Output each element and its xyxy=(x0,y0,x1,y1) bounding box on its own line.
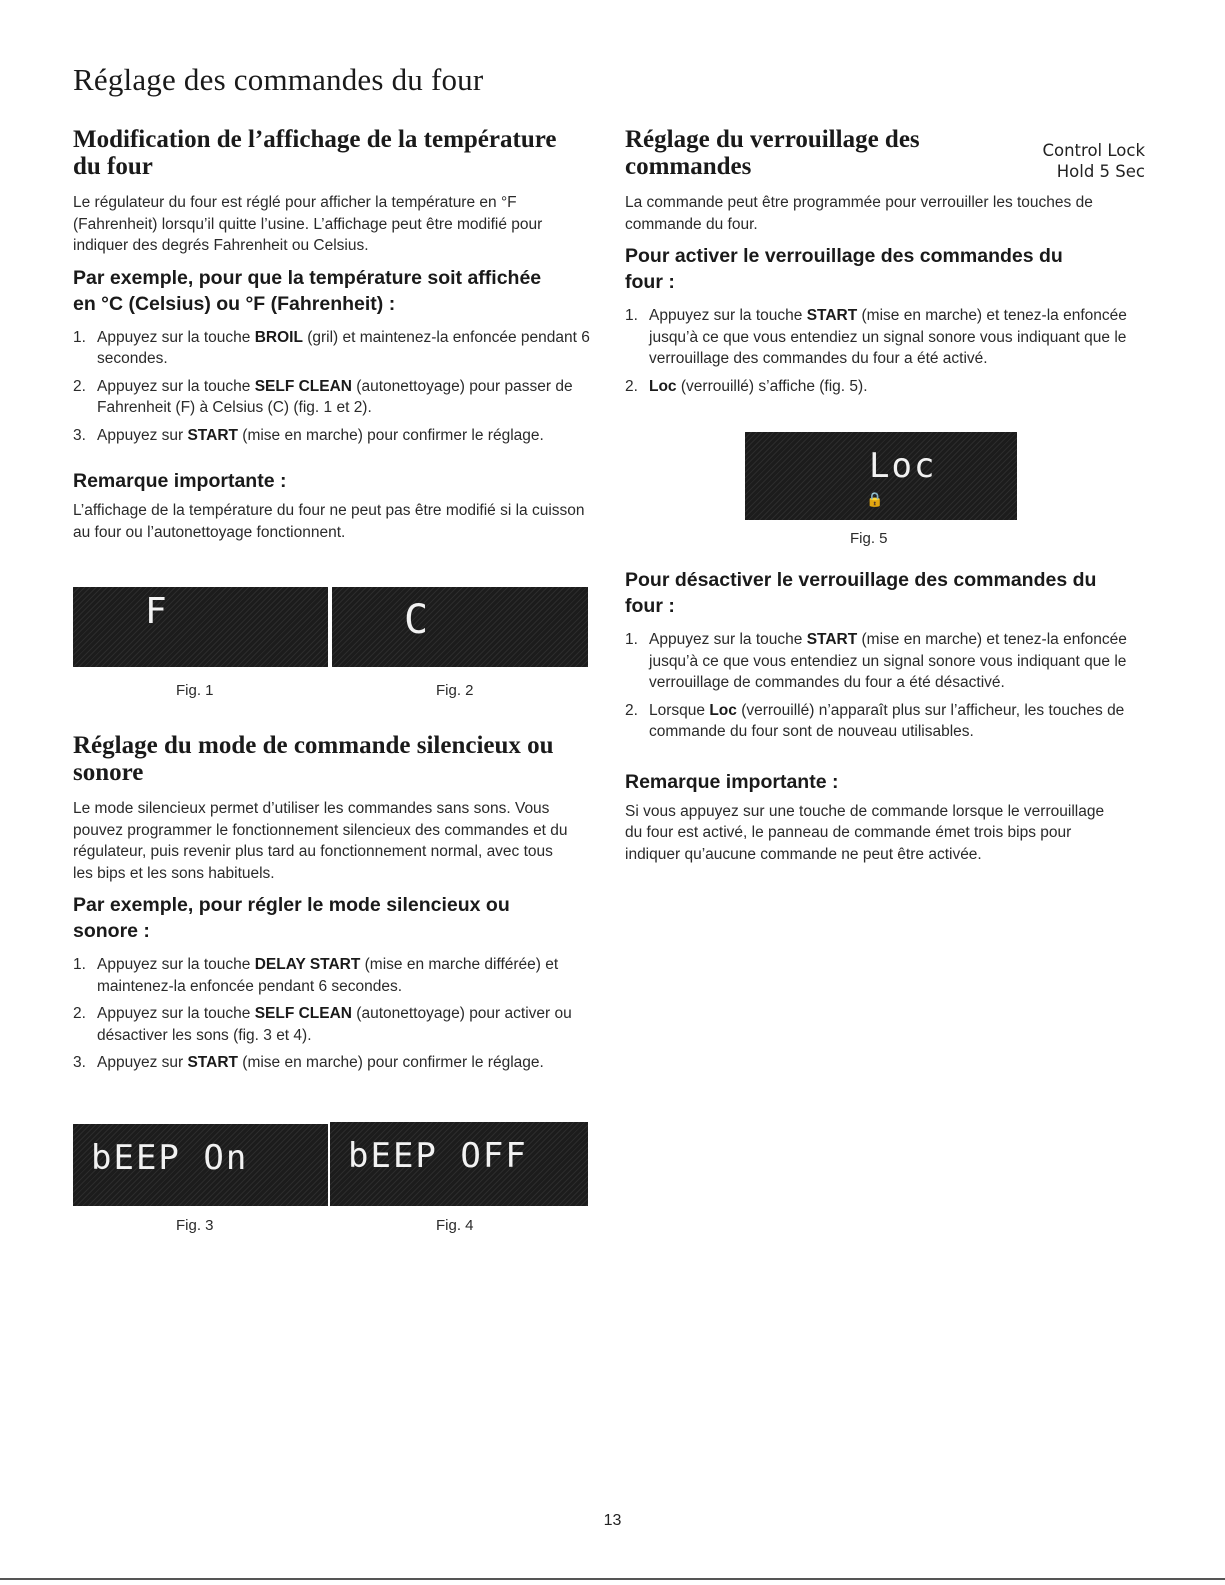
list-item: 2. Lorsque Loc (verrouillé) n’apparaît plus sur l’afficheur, les touches de commande du four sont de nouveau utilisables. xyxy=(625,701,1125,740)
list-item: 1. Appuyez sur la touche DELAY START (mise en marche différée) et maintenez-la enfoncée pendant 6 secondes. xyxy=(73,956,559,995)
display-text: bEEP On xyxy=(91,1138,249,1178)
control-lock-line: Control Lock xyxy=(1042,141,1145,160)
caption-fig1: Fig. 1 xyxy=(176,682,214,699)
subheading-example-silent-mode: Par exemple, pour régler le mode silencieux ou sonore : xyxy=(73,894,510,942)
caption-fig5: Fig. 5 xyxy=(850,530,888,547)
steps-silent-mode xyxy=(73,954,593,1074)
list-item: 1. Appuyez sur la touche BROIL (gril) et maintenez-la enfoncée pendant 6 secondes. xyxy=(73,328,590,367)
left-column xyxy=(73,126,593,551)
caption-fig4: Fig. 4 xyxy=(436,1217,474,1234)
display-fig3 xyxy=(73,1124,328,1206)
control-lock-hold-line: Hold 5 Sec xyxy=(1056,162,1145,181)
note-heading: Remarque importante : xyxy=(73,470,287,492)
steps-deactivate-lock xyxy=(625,629,1135,743)
note-text: Si vous appuyez sur une touche de commande lorsque le verrouillage du four est activé, le panneau de commande émet trois bips pour indiquer qu’aucune commande ne peut être activée. xyxy=(625,802,1105,863)
left-column-lower xyxy=(73,732,593,1080)
display-text: bEEP OFF xyxy=(348,1136,528,1176)
list-item: 2. Loc (verrouillé) s’affiche (fig. 5). xyxy=(625,377,868,395)
subheading-example-celsius-fahrenheit: Par exemple, pour que la température soit affichée en °C (Celsius) ou °F (Fahrenheit) : xyxy=(73,266,542,315)
caption-fig3: Fig. 3 xyxy=(176,1217,214,1234)
section-heading-silent-mode: Réglage du mode de commande silencieux ou sonore xyxy=(73,732,554,786)
display-fig2 xyxy=(332,587,588,667)
section-intro-temperature-display: Le régulateur du four est réglé pour afficher la température en °F (Fahrenheit) lorsqu’il quitte l’usine. L’affichage peut être modifié pour indiquer des degrés Fahrenheit ou Celsius. xyxy=(73,194,543,254)
section-intro-silent-mode: Le mode silencieux permet d’utiliser les commandes sans sons. Vous pouvez programmer le fonctionnement silencieux des commandes et du régulateur, puis revenir plus tard au fonctionnement normal, avec tous les bips et les sons habituels. xyxy=(73,800,568,882)
list-item: 1. Appuyez sur la touche START (mise en marche) et tenez-la enfoncée jusqu’à ce que vous entendiez un signal sonore vous indiquant que le verrouillage de commandes du four a été désactivé. xyxy=(625,631,1127,691)
display-fig1 xyxy=(73,587,328,667)
steps-activate-lock xyxy=(625,305,1145,397)
note-heading: Remarque importante : xyxy=(625,770,839,793)
display-text: C xyxy=(404,597,429,643)
right-column xyxy=(625,126,1145,403)
steps-temperature-display xyxy=(73,327,593,447)
bottom-divider xyxy=(0,1578,1225,1580)
page-title: Réglage des commandes du four xyxy=(73,62,484,97)
display-text: F xyxy=(145,591,167,632)
lock-icon: 🔒 xyxy=(866,492,884,508)
list-item: 3. Appuyez sur START (mise en marche) pour confirmer le réglage. xyxy=(73,1054,544,1071)
page-number: 13 xyxy=(603,1512,622,1529)
subheading-deactivate-lock: Pour désactiver le verrouillage des commandes du four : xyxy=(625,569,1097,617)
note-text: L’affichage de la température du four ne peut pas être modifié si la cuisson au four ou l’autonettoyage fonctionnent. xyxy=(73,502,585,541)
list-item: 1. Appuyez sur la touche START (mise en marche) et tenez-la enfoncée jusqu’à ce que vous entendiez un signal sonore vous indiquant que le verrouillage des commandes du four a été activé. xyxy=(625,307,1127,367)
display-fig5 xyxy=(745,432,1017,520)
section-heading-control-lock: Réglage du verrouillage des commandes xyxy=(625,126,920,180)
control-lock-label xyxy=(1042,140,1145,182)
display-fig4 xyxy=(330,1122,588,1206)
subheading-activate-lock: Pour activer le verrouillage des commandes du four : xyxy=(625,245,1063,293)
list-item: 2. Appuyez sur la touche SELF CLEAN (autonettoyage) pour activer ou désactiver les sons (fig. 3 et 4). xyxy=(73,1005,572,1044)
right-column-lower xyxy=(625,567,1135,873)
list-item: 3. Appuyez sur START (mise en marche) pour confirmer le réglage. xyxy=(73,426,544,444)
section-heading-temperature-display: Modification de l’affichage de la température du four xyxy=(73,126,557,180)
section-intro-control-lock: La commande peut être programmée pour verrouiller les touches de commande du four. xyxy=(625,194,1093,233)
caption-fig2: Fig. 2 xyxy=(436,682,474,699)
display-text: Loc xyxy=(869,446,937,486)
list-item: 2. Appuyez sur la touche SELF CLEAN (autonettoyage) pour passer de Fahrenheit (F) à Celsius (C) (fig. 1 et 2). xyxy=(73,377,573,416)
